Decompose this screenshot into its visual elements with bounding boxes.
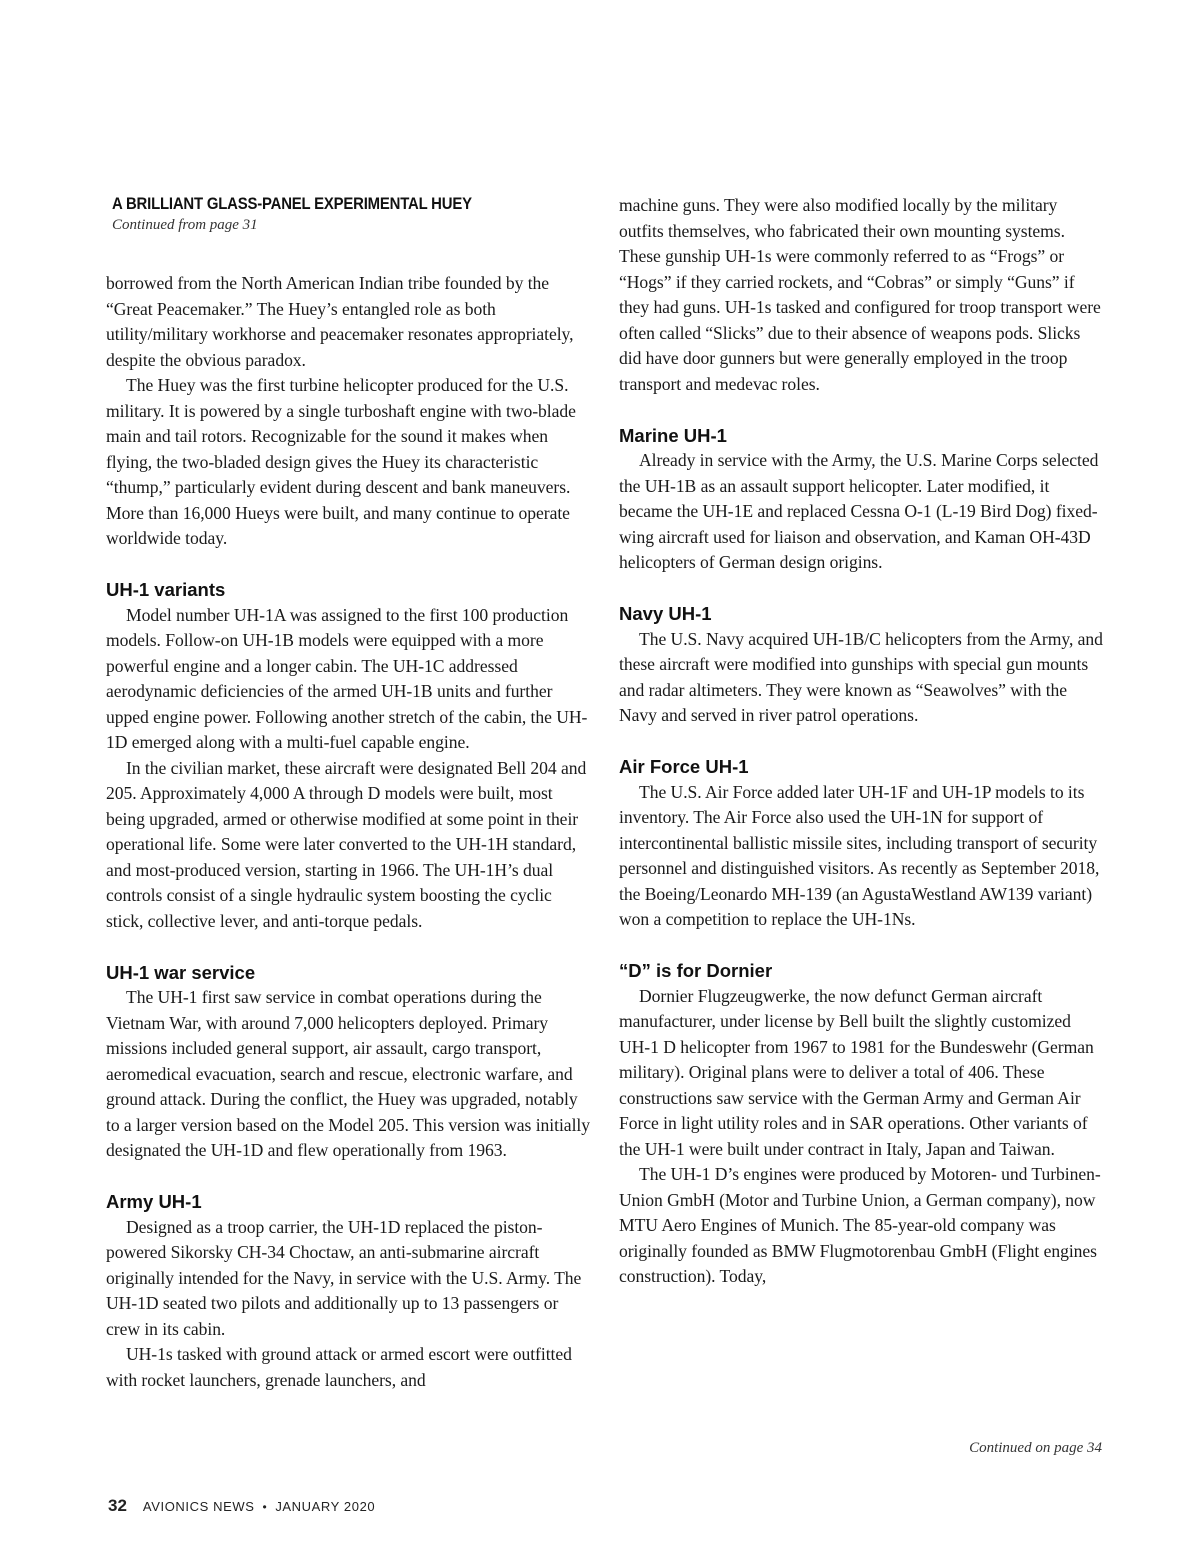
right-column-body	[619, 193, 1103, 1290]
article-kicker-title: A BRILLIANT GLASS-PANEL EXPERIMENTAL HUEY	[112, 195, 472, 213]
page-footer	[108, 1496, 375, 1516]
page-number: 32	[108, 1496, 127, 1515]
footer-separator: •	[262, 1500, 268, 1514]
body-paragraph: The UH-1 D’s engines were produced by Motoren- und Turbinen-Union GmbH (Motor and Turbine Union, a German company), now MTU Aero Engines of Munich. The 85-year-old company was originally founded as BMW Flugmotorenbau GmbH (Flight engines construction). Today,	[619, 1164, 1101, 1286]
continued-on-note: Continued on page 34	[969, 1440, 1102, 1456]
body-paragraph: Dornier Flugzeugwerke, the now defunct German aircraft manufacturer, under license by Bell built the slightly customized UH-1 D helicopter from 1967 to 1981 for the Bundeswehr (German military). Original plans were to deliver a total of 406. These constructions saw service with the German Army and German Air Force in light utility roles and in SAR operations. Other variants of the UH-1 were built under contract in Italy, Japan and Taiwan.	[619, 985, 1094, 1159]
publication-name: AVIONICS NEWS	[142, 1499, 255, 1514]
publication-date: JANUARY 2020	[275, 1499, 376, 1514]
body-paragraph: The Huey was the first turbine helicopter produced for the U.S. military. It is powered by a single turboshaft engine with two-blade main and tail rotors. Recognizable for the sound it makes when flying, the two-bladed design gives the Huey its characteristic “thump,” particularly evident during descent and bank maneuvers. More than 16,000 Hueys were built, and many continue to operate worldwide today.	[106, 375, 576, 548]
body-paragraph: UH-1s tasked with ground attack or armed escort were outfitted with rocket launchers, grenade launchers, and	[106, 1344, 572, 1390]
body-paragraph: Model number UH-1A was assigned to the first 100 production models. Follow-on UH-1B models were equipped with a more powerful engine and a longer cabin. The UH-1C addressed aerodynamic deficiencies of the armed UH-1B units and further upped engine power. Following another stretch of the cabin, the UH-1D emerged along with a multi-fuel capable engine.	[106, 604, 588, 752]
right-column	[619, 193, 1103, 1290]
body-paragraph: Already in service with the Army, the U.S. Marine Corps selected the UH-1B as an assault support helicopter. Later modified, it became the UH-1E and replaced Cessna O-1 (L-19 Bird Dog) fixed-wing aircraft used for liaison and observation, and Kaman OH-43D helicopters of German design origins.	[619, 450, 1099, 572]
body-paragraph: The U.S. Air Force added later UH-1F and UH-1P models to its inventory. The Air Force also used the UH-1N for support of intercontinental ballistic missile sites, including transport of security personnel and distinguished visitors. As recently as September 2018, the Boeing/Leonardo MH-139 (an AgustaWestland AW139 variant) won a competition to replace the UH-1Ns.	[619, 781, 1100, 929]
left-column-body	[106, 271, 590, 1393]
body-paragraph: borrowed from the North American Indian tribe founded by the “Great Peacemaker.” The Huey’s entangled role as both utility/military workhorse and peacemaker resonates appropriately, despite the obvious paradox.	[106, 273, 574, 370]
section-heading: Air Force UH-1	[619, 756, 749, 777]
section-heading: Marine UH-1	[619, 424, 727, 446]
body-paragraph: machine guns. They were also modified locally by the military outfits themselves, who fabricated their own mounting systems. These gunship UH-1s were commonly referred to as “Frogs” or “Hogs” if they carried rockets, and “Cobras” or simply “Guns” if they had guns. UH-1s tasked and configured for troop transport were often called “Slicks” due to their absence of weapons pods. Slicks did have door gunners but were generally employed in the troop transport and medevac roles.	[619, 195, 1101, 394]
body-paragraph: The U.S. Navy acquired UH-1B/C helicopters from the Army, and these aircraft were modified into gunships with special gun mounts and radar altimeters. They were known as “Seawolves” with the Navy and served in river patrol operations.	[619, 628, 1103, 725]
section-heading: Navy UH-1	[619, 603, 712, 624]
section-heading: UH-1 variants	[106, 579, 226, 600]
body-paragraph: The UH-1 first saw service in combat operations during the Vietnam War, with around 7,000 helicopters deployed. Primary missions included general support, air assault, cargo transport, aeromedical evacuation, search and rescue, electronic warfare, and ground attack. During the conflict, the Huey was upgraded, notably to a larger version based on the Model 205. This version was initially designated the UH-1D and flew operationally from 1963.	[106, 987, 590, 1160]
section-heading: “D” is for Dornier	[619, 960, 773, 981]
section-heading: Army UH-1	[106, 1191, 202, 1212]
body-paragraph: Designed as a troop carrier, the UH-1D replaced the piston-powered Sikorsky CH-34 Choctaw, an anti-submarine aircraft originally intended for the Navy, in service with the U.S. Army. The UH-1D seated two pilots and additionally up to 13 passengers or crew in its cabin.	[106, 1216, 582, 1339]
left-column	[106, 193, 590, 1393]
continued-from-note: Continued from page 31	[112, 217, 258, 233]
body-paragraph: In the civilian market, these aircraft were designated Bell 204 and 205. Approximately 4,000 A through D models were built, most being upgraded, armed or otherwise modified at some point in their operational life. Some were later converted to the UH-1H standard, and most-produced version, starting in 1966. The UH-1H’s dual controls consist of a single hydraulic system boosting the cyclic stick, collective lever, and anti-torque pedals.	[106, 757, 587, 931]
section-heading: UH-1 war service	[106, 961, 256, 983]
